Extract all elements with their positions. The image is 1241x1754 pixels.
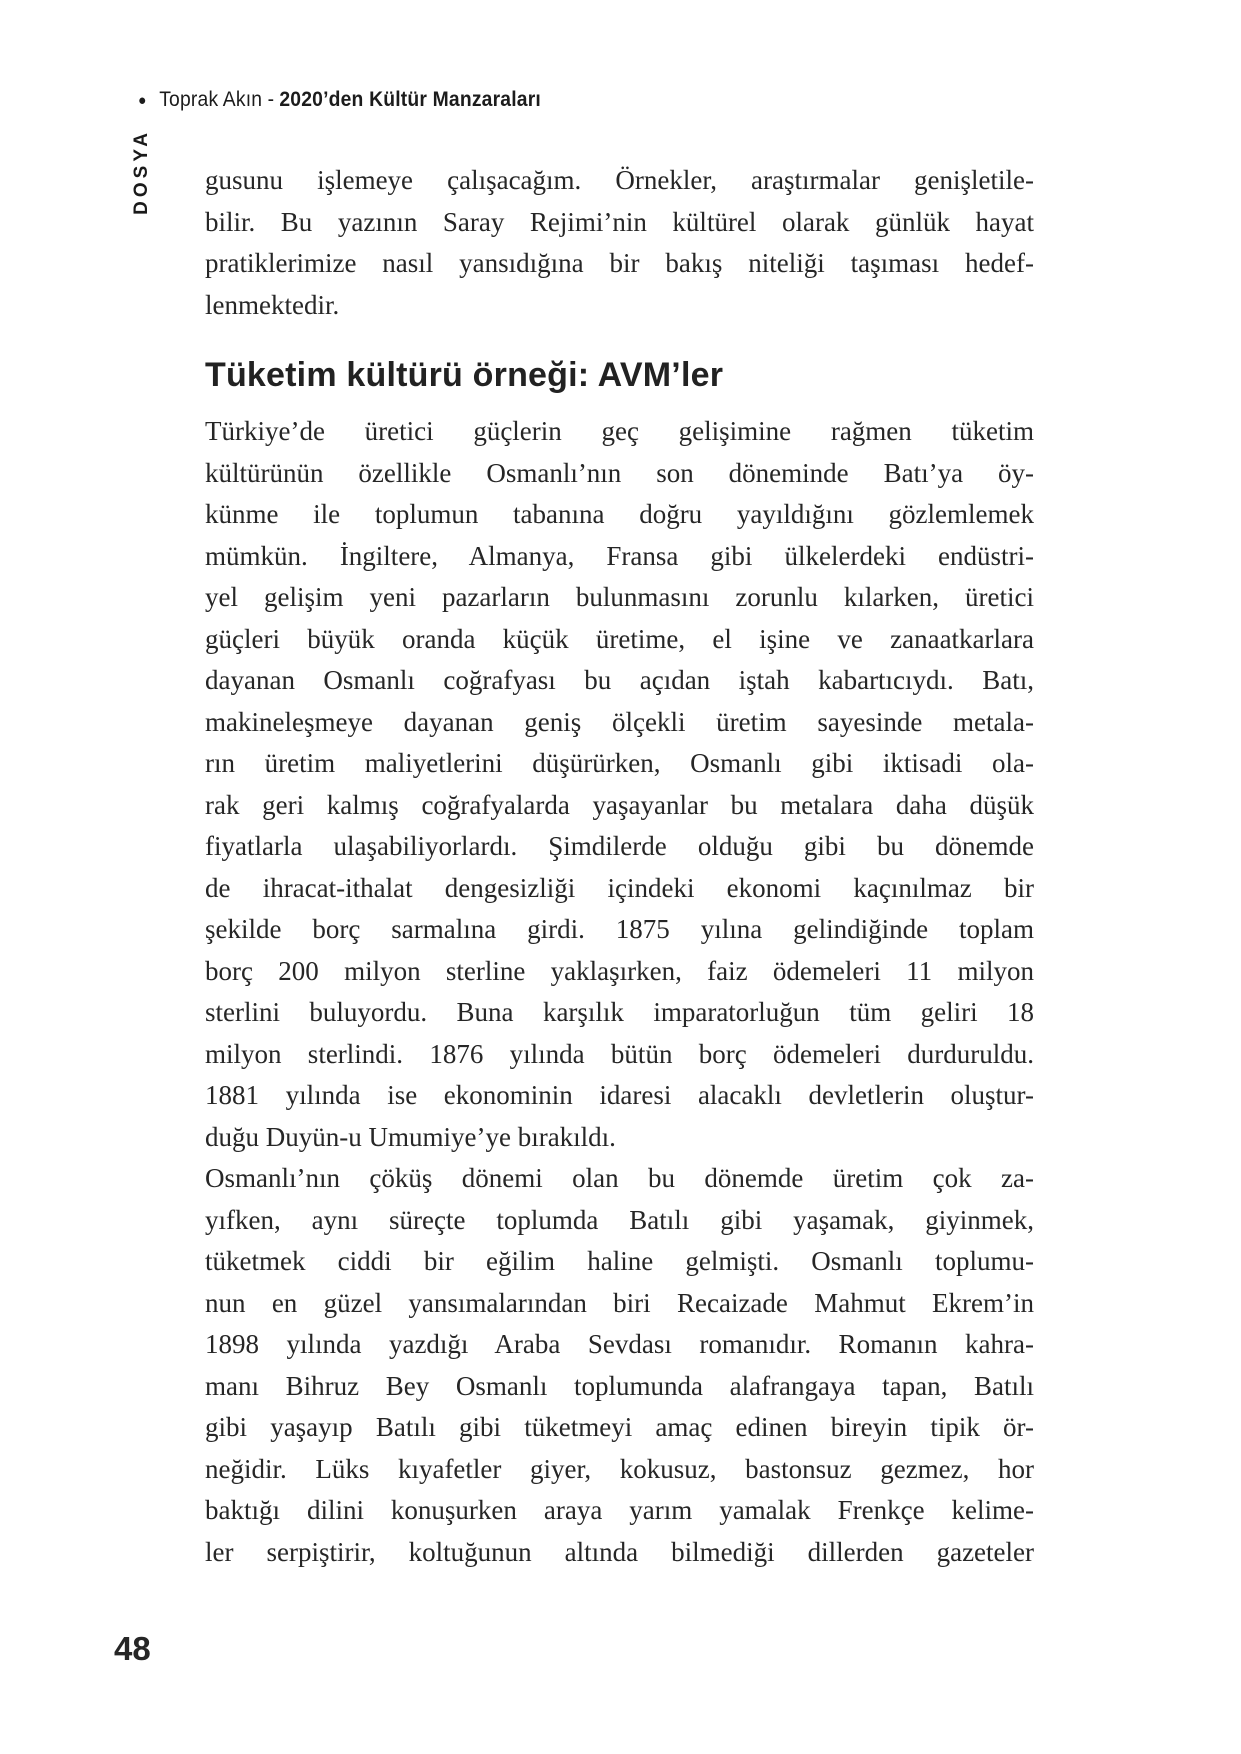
text-line: güçleri büyük oranda küçük üretime, el işine ve zanaatkarlara [205,623,1034,654]
text-line: Türkiye’de üretici güçlerin geç gelişimine rağmen tüketim [205,416,1034,446]
text-line: tüketmek ciddi bir eğilim haline gelmişti. Osmanlı toplumu- [205,1246,1034,1276]
section-heading: Tüketim kültürü örneği: AVM’ler [205,356,724,394]
consumption-culture-paragraph [205,411,1034,1158]
text-line: gibi yaşayıp Batılı gibi tüketmeyi amaç edinen bireyin tipik ör- [205,1412,1034,1442]
text-line: milyon sterlindi. 1876 yılında bütün borç ödemeleri durduruldu. [205,1038,1034,1069]
text-line: ler serpiştirir, koltuğunun altında bilmediği dillerden gazeteler [205,1536,1034,1567]
text-line: yıfken, aynı süreçte toplumda Batılı gibi yaşamak, giyinmek, [205,1204,1034,1235]
header-author: Toprak Akın [159,88,263,111]
text-line: rın üretim maliyetlerini düşürürken, Osmanlı gibi iktisadi ola- [205,748,1034,778]
text-line: künme ile toplumun tabanına doğru yayıldığını gözlemlemek [205,499,1034,529]
text-line: duğu Duyün-u Umumiye’ye bırakıldı. [205,1121,616,1152]
text-line: bilir. Bu yazının Saray Rejimi’nin kültürel olarak günlük hayat [205,206,1034,237]
text-line: borç 200 milyon sterline yaklaşırken, faiz ödemeleri 11 milyon [205,955,1034,986]
page-number: 48 [114,1630,151,1667]
article-body [205,160,1034,1573]
text-line: fiyatlarla ulaşabiliyorlardı. Şimdilerde olduğu gibi bu dönemde [205,831,1034,861]
ottoman-decline-paragraph [205,1158,1034,1573]
text-line: sterlini buluyordu. Buna karşılık imparatorluğun tüm geliri 18 [205,997,1034,1027]
intro-paragraph [205,160,1034,326]
text-line: nun en güzel yansımalarından biri Recaizade Mahmut Ekrem’in [205,1287,1034,1318]
text-line: şekilde borç sarmalına girdi. 1875 yılına gelindiğinde toplam [205,914,1034,944]
header-book-title: 2020’den Kültür Manzaraları [279,88,541,111]
text-line: pratiklerimize nasıl yansıdığına bir bakış niteliği taşıması hedef- [205,248,1034,278]
text-line: 1898 yılında yazdığı Araba Sevdası romanıdır. Romanın kahra- [205,1329,1034,1359]
text-line: kültürünün özellikle Osmanlı’nın son döneminde Batı’ya öy- [205,457,1034,488]
text-line: dayanan Osmanlı coğrafyası bu açıdan iştah kabartıcıydı. Batı, [205,665,1034,695]
running-header [138,88,541,112]
text-line: 1881 yılında ise ekonominin idaresi alacaklı devletlerin oluştur- [205,1080,1034,1110]
text-line: makineleşmeye dayanan geniş ölçekli üretim sayesinde metala- [205,706,1034,737]
text-line: rak geri kalmış coğrafyalarda yaşayanlar bu metalara daha düşük [205,789,1034,820]
text-line: mümkün. İngiltere, Almanya, Fransa gibi ülkelerdeki endüstri- [205,540,1034,571]
bullet-icon: ● [138,91,147,109]
header-separator: - [262,88,280,111]
text-line: de ihracat-ithalat dengesizliği içindeki ekonomi kaçınılmaz bir [205,872,1034,903]
text-line: baktığı dilini konuşurken araya yarım yamalak Frenkçe kelime- [205,1495,1034,1525]
text-line: Osmanlı’nın çöküş dönemi olan bu dönemde üretim çok za- [205,1163,1034,1193]
text-line: manı Bihruz Bey Osmanlı toplumunda alafrangaya tapan, Batılı [205,1370,1034,1401]
text-line: neğidir. Lüks kıyafetler giyer, kokusuz, bastonsuz gezmez, hor [205,1453,1034,1484]
text-line: yel gelişim yeni pazarların bulunmasını zorunlu kılarken, üretici [205,582,1034,612]
text-line: lenmektedir. [205,289,340,320]
dossier-section-label: DOSYA [131,129,152,215]
text-line: gusunu işlemeye çalışacağım. Örnekler, araştırmalar genişletile- [205,165,1034,195]
